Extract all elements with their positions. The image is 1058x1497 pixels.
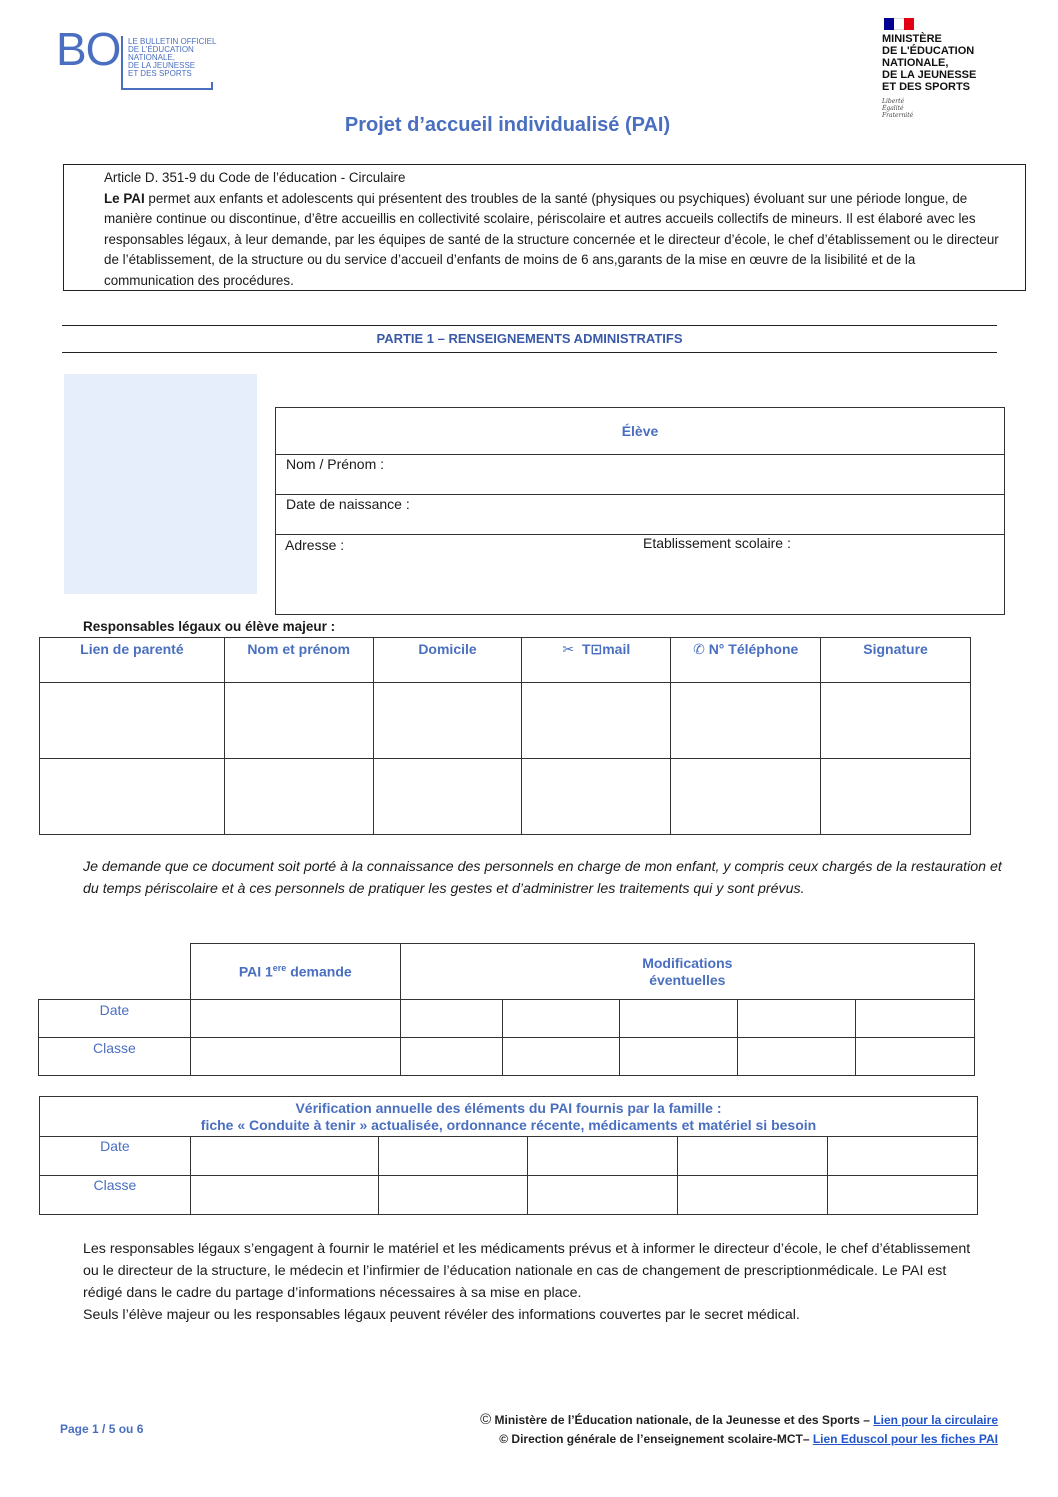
table-cell[interactable] bbox=[400, 1038, 502, 1076]
row-label-date: Date bbox=[40, 1137, 191, 1176]
section-title-partie-1: PARTIE 1 – RENSEIGNEMENTS ADMINISTRATIFS bbox=[376, 331, 683, 346]
table-cell[interactable] bbox=[502, 1038, 620, 1076]
french-flag-icon bbox=[884, 18, 914, 30]
section-rule-bottom bbox=[62, 352, 997, 353]
republic-motto: Liberté Égalité Fraternité bbox=[882, 98, 914, 119]
scissors-icon: ✂︎ bbox=[562, 641, 575, 657]
table-row bbox=[40, 1176, 978, 1215]
table-cell bbox=[39, 944, 191, 1000]
table-row bbox=[39, 1000, 975, 1038]
bo-logo-underline bbox=[121, 88, 213, 90]
table-header-row bbox=[39, 944, 975, 1000]
table-cell[interactable] bbox=[528, 1137, 678, 1176]
table-row bbox=[40, 1137, 978, 1176]
row-label-classe: Classe bbox=[39, 1038, 191, 1076]
secret-medical-note: Seuls l’élève majeur ou les responsables légaux peuvent révéler des informations couvertes par le secret médical. bbox=[83, 1307, 800, 1323]
table-cell[interactable] bbox=[378, 1137, 528, 1176]
page-number: Page 1 / 5 ou 6 bbox=[60, 1422, 144, 1436]
section-rule-top bbox=[62, 325, 997, 326]
table-cell[interactable] bbox=[190, 1176, 378, 1215]
table-cell[interactable] bbox=[522, 683, 671, 759]
col-telephone: ✆ N° Téléphone bbox=[671, 638, 821, 683]
field-nom-prenom[interactable] bbox=[276, 454, 1004, 495]
circulaire-link[interactable]: Lien pour la circulaire bbox=[873, 1413, 998, 1427]
table-cell[interactable] bbox=[373, 759, 522, 835]
table-cell[interactable] bbox=[821, 759, 971, 835]
table-cell[interactable] bbox=[671, 759, 821, 835]
table-cell[interactable] bbox=[738, 1038, 856, 1076]
row-label-date: Date bbox=[39, 1000, 191, 1038]
adresse-label: Adresse : bbox=[285, 537, 345, 553]
table-cell[interactable] bbox=[40, 683, 225, 759]
consent-paragraph: Je demande que ce document soit porté à la connaissance des personnels en charge de mon enfant, y compris ceux chargés de la restauration et du temps périscolaire et à ces personnels de pratiquer les gestes et d’administrer les traitements qui y sont prévus. bbox=[83, 859, 1002, 897]
intro-box bbox=[63, 164, 1026, 291]
table-cell[interactable] bbox=[502, 1000, 620, 1038]
etablissement-label: Etablissement scolaire : bbox=[643, 535, 791, 551]
bo-logo-divider bbox=[121, 36, 123, 88]
date-naissance-label: Date de naissance : bbox=[286, 496, 410, 512]
table-cell[interactable] bbox=[224, 759, 373, 835]
responsables-label: Responsables légaux ou élève majeur : bbox=[83, 619, 336, 634]
eleve-box bbox=[275, 407, 1005, 615]
photo-placeholder[interactable] bbox=[64, 374, 257, 594]
table-cell[interactable] bbox=[678, 1176, 828, 1215]
engagement-paragraph: Les responsables légaux s’engagent à fournir le matériel et les médicaments prévus et à informer le directeur d’école, le chef d’établissement ou le directeur de la structure, le médecin et l’infirmier de l’éducation nationale en cas de changement de prescriptionmédicale. Le PAI est rédigé dans le cadre du partage d’informations nécessaires à sa mise en place. Seuls l’élève majeur ou les responsables légaux peuvent révéler des informations couvertes par le secret médical. bbox=[83, 1238, 983, 1326]
table-cell[interactable] bbox=[522, 759, 671, 835]
intro-paragraph: Le PAI permet aux enfants et adolescents qui présentent des troubles de la santé (physiques ou psychiques) évoluant sur une période longue, de manière continue ou discontinue, d’être accueillis en collectivité scolaire, périscolaire et autres accueils collectifs de mineurs. Il est élaboré avec les responsables légaux, à leur demande, par les équipes de santé de la structure concernée et le directeur d’école, le chef d’établissement ou le directeur de l’établissement, de la structure ou du service d’accueil d’enfants de moins de 6 ans,garants de la mise en œuvre de la lisibilité et de la communication des procédures. bbox=[104, 190, 999, 288]
field-date-naissance[interactable] bbox=[276, 494, 1004, 535]
col-signature: Signature bbox=[821, 638, 971, 683]
col-mail: ✂︎ T⊡mail bbox=[522, 638, 671, 683]
page-title: Projet d’accueil individualisé (PAI) bbox=[344, 114, 671, 136]
table-row bbox=[39, 1038, 975, 1076]
table-cell[interactable] bbox=[190, 1038, 400, 1076]
row-label-classe: Classe bbox=[40, 1176, 191, 1215]
pai-first-demand: PAI 1ere demande bbox=[190, 944, 400, 1000]
table-cell[interactable] bbox=[856, 1038, 975, 1076]
table-cell[interactable] bbox=[224, 683, 373, 759]
table-header-row bbox=[40, 1097, 978, 1137]
phone-icon: ✆ bbox=[693, 641, 705, 657]
col-domicile: Domicile bbox=[373, 638, 522, 683]
table-cell[interactable] bbox=[620, 1000, 738, 1038]
table-cell[interactable] bbox=[856, 1000, 975, 1038]
responsables-table bbox=[39, 637, 971, 835]
table-cell[interactable] bbox=[190, 1137, 378, 1176]
table-cell[interactable] bbox=[378, 1176, 528, 1215]
table-cell[interactable] bbox=[671, 683, 821, 759]
eleve-header: Élève bbox=[621, 423, 659, 439]
table-cell[interactable] bbox=[828, 1176, 978, 1215]
table-cell[interactable] bbox=[828, 1137, 978, 1176]
pai-table bbox=[38, 943, 975, 1076]
col-lien-parente: Lien de parenté bbox=[40, 638, 225, 683]
verification-header: Vérification annuelle des éléments du PAI fournis par la famille : fiche « Conduite à tenir » actualisée, ordonnance récente, médicaments et matériel si besoin bbox=[40, 1097, 978, 1137]
intro-article-ref: Article D. 351-9 du Code de l’éducation - Circulaire bbox=[104, 170, 406, 185]
table-cell[interactable] bbox=[821, 683, 971, 759]
copyright-icon: © bbox=[480, 1411, 492, 1428]
table-cell[interactable] bbox=[678, 1137, 828, 1176]
bo-logo-text: LE BULLETIN OFFICIEL DE L'ÉDUCATION NATIONALE, DE LA JEUNESSE ET DES SPORTS bbox=[128, 37, 217, 78]
pai-modifications: Modifications éventuelles bbox=[400, 944, 974, 1000]
table-cell[interactable] bbox=[738, 1000, 856, 1038]
table-cell[interactable] bbox=[620, 1038, 738, 1076]
verification-table bbox=[39, 1096, 978, 1215]
bo-logo: BO bbox=[56, 23, 121, 75]
table-cell[interactable] bbox=[373, 683, 522, 759]
col-nom-prenom: Nom et prénom bbox=[224, 638, 373, 683]
credits: © Ministère de l’Éducation nationale, de la Jeunesse et des Sports – Lien pour la circulaire © Direction générale de l’enseignement scolaire-MCT– Lien Eduscol pour les fiches PAI bbox=[480, 1411, 998, 1446]
table-header-row bbox=[40, 638, 971, 683]
table-cell[interactable] bbox=[528, 1176, 678, 1215]
nom-prenom-label: Nom / Prénom : bbox=[286, 456, 385, 472]
table-row bbox=[40, 683, 971, 759]
table-cell[interactable] bbox=[40, 759, 225, 835]
table-cell[interactable] bbox=[400, 1000, 502, 1038]
eduscol-link[interactable]: Lien Eduscol pour les fiches PAI bbox=[812, 1432, 998, 1446]
ministry-name: MINISTÈRE DE L'ÉDUCATION NATIONALE, DE LA JEUNESSE ET DES SPORTS bbox=[882, 33, 977, 93]
table-cell[interactable] bbox=[190, 1000, 400, 1038]
table-row bbox=[40, 759, 971, 835]
bo-logo-tick bbox=[211, 82, 213, 90]
